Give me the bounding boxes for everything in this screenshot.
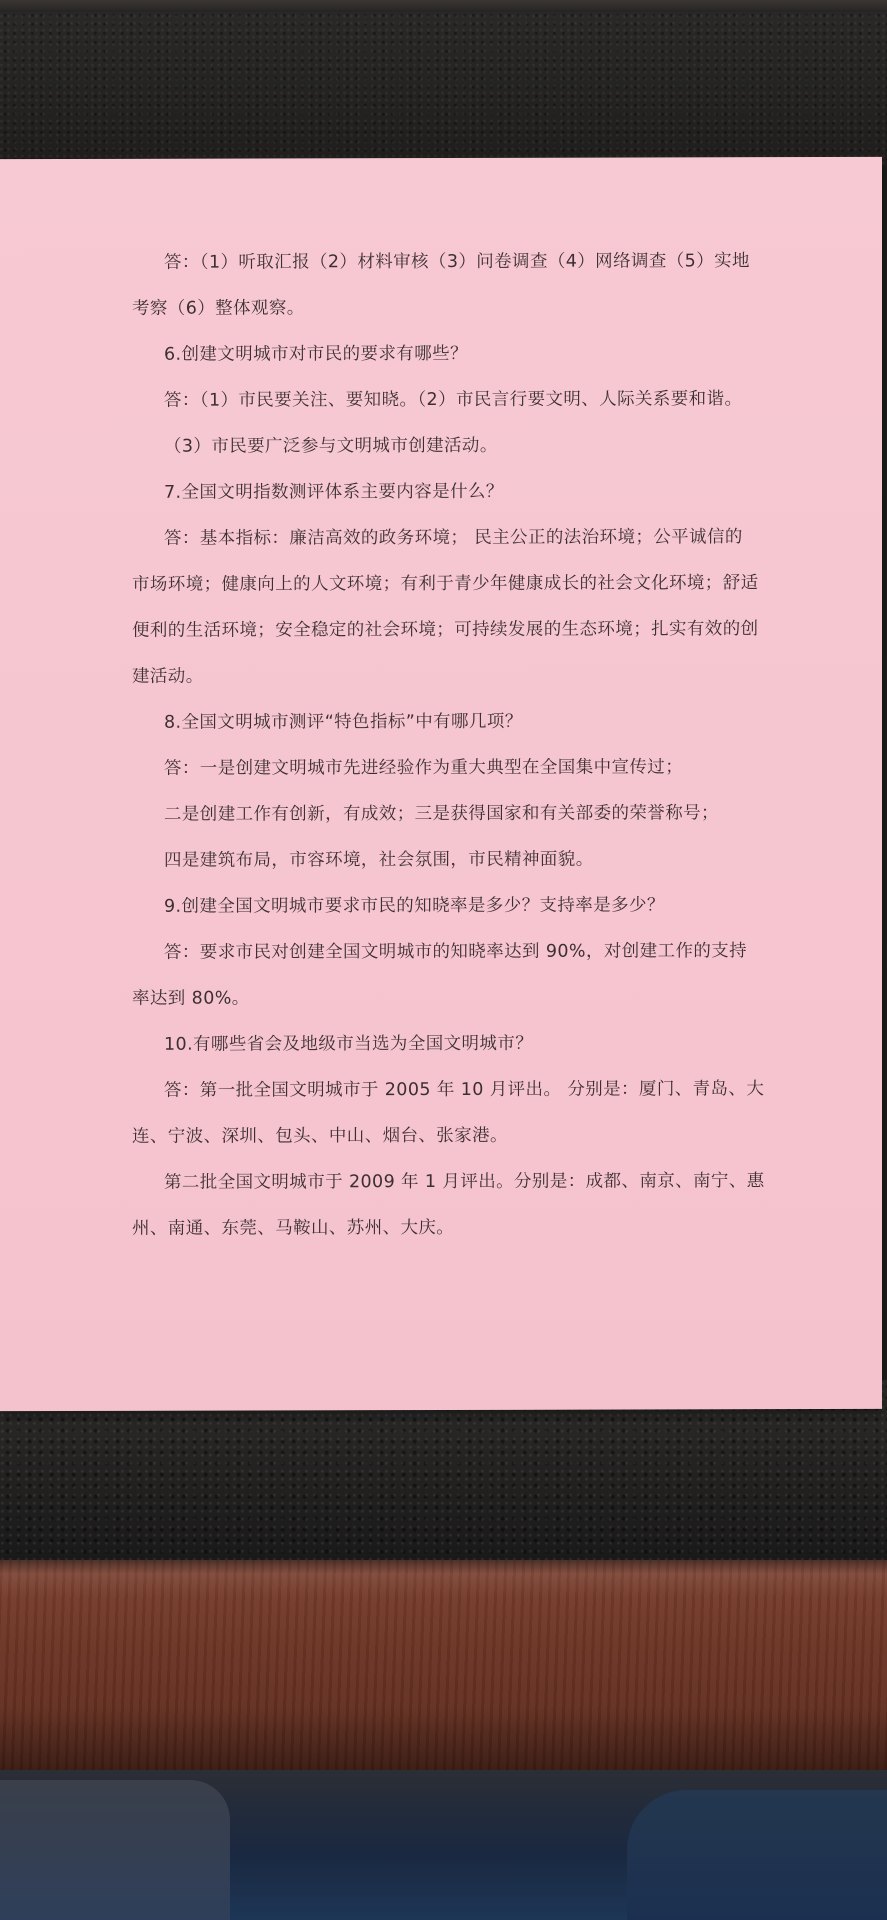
- text-line: 答：第一批全国文明城市于 2005 年 10 月评出。 分别是：厦门、青岛、大: [164, 1079, 765, 1101]
- text-line: 第二批全国文明城市于 2009 年 1 月评出。分别是：成都、南京、南宁、惠: [164, 1171, 765, 1193]
- text-line: 连、宁波、深圳、包头、中山、烟台、张家港。: [132, 1125, 508, 1147]
- text-line: 答：（1）听取汇报（2）材料审核（3）问卷调查（4）网络调查（5）实地: [164, 251, 750, 273]
- text-line: 州、南通、东莞、马鞍山、苏州、大庆。: [132, 1217, 455, 1239]
- question-heading: 9.创建全国文明城市要求市民的知晓率是多少？支持率是多少？: [164, 895, 665, 917]
- text-line: 率达到 80%。: [132, 988, 250, 1009]
- wooden-desk-edge: [0, 1560, 887, 1770]
- question-heading: 10.有哪些省会及地级市当选为全国文明城市？: [164, 1033, 534, 1055]
- folder-edge: [0, 0, 887, 12]
- text-line: 答：一是创建文明城市先进经验作为重大典型在全国集中宣传过；: [164, 757, 684, 779]
- text-line: 二是创建工作有创新，有成效；三是获得国家和有关部委的荣誉称号；: [164, 803, 719, 825]
- question-heading: 8.全国文明城市测评“特色指标”中有哪几项？: [164, 711, 523, 733]
- fabric-right: [627, 1790, 887, 1920]
- text-line: 考察（6）整体观察。: [132, 298, 305, 319]
- desk-shadow: [0, 1560, 887, 1574]
- text-line: 市场环境；健康向上的人文环境；有利于青少年健康成长的社会文化环境；舒适: [132, 573, 759, 595]
- text-line: 便利的生活环境；安全稳定的社会环境；可持续发展的生态环境；扎实有效的创: [132, 619, 759, 641]
- document-body: [132, 249, 774, 1239]
- question-heading: 6.创建文明城市对市民的要求有哪些？: [164, 343, 468, 365]
- question-heading: 7.全国文明指数测评体系主要内容是什么？: [164, 481, 504, 503]
- fabric-left: [0, 1780, 230, 1920]
- text-line: 答：基本指标：廉洁高效的政务环境； 民主公正的法治环境；公平诚信的: [164, 527, 743, 549]
- text-line: 建活动。: [132, 666, 204, 687]
- pink-paper-sheet: [0, 157, 882, 1411]
- leather-folder-top: [0, 0, 887, 165]
- text-line: 四是建筑布局，市容环境，社会氛围，市民精神面貌。: [164, 849, 594, 871]
- text-line: （3）市民要广泛参与文明城市创建活动。: [164, 435, 498, 457]
- text-line: 答：要求市民对创建全国文明城市的知晓率达到 90%，对创建工作的支持: [164, 941, 748, 963]
- text-line: 答：（1）市民要关注、要知晓。（2）市民言行要文明、人际关系要和谐。: [164, 389, 743, 411]
